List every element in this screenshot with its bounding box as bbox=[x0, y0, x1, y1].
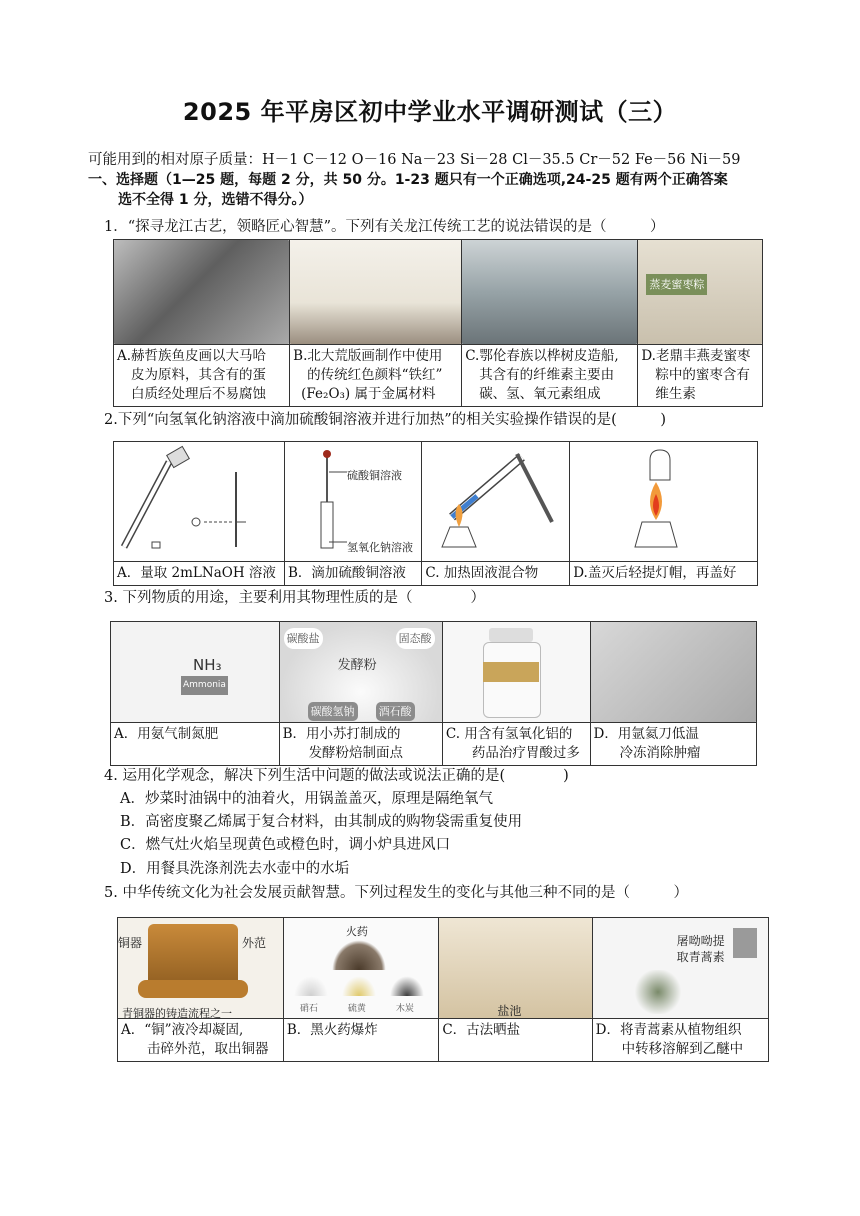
question-1-table bbox=[113, 239, 763, 407]
sodium-bicarbonate-label: 碳酸氢钠 bbox=[308, 702, 358, 721]
zongzi-image bbox=[638, 240, 762, 344]
birch-bark-boat-image bbox=[462, 240, 637, 344]
q4-option-d: D．用餐具洗涤剂洗去水壶中的水垢 bbox=[120, 861, 350, 877]
artemisinin-image bbox=[593, 918, 768, 1018]
q1-option-b: B.北大荒版画制作中使用 的传统红色颜料“铁红” (Fe₂O₃) 属于金属材料 bbox=[293, 348, 443, 402]
tu-youyou-label-1: 屠呦呦提 bbox=[676, 934, 725, 948]
measure-naoh-illustration bbox=[114, 442, 282, 555]
question-5-table bbox=[117, 917, 769, 1062]
tu-youyou-label-2: 取青蒿素 bbox=[676, 950, 725, 964]
baking-powder-image bbox=[280, 622, 442, 722]
nh3-label: NH₃ bbox=[193, 656, 222, 674]
section-heading-1: 一、选择题（1—25 题，每题 2 分，共 50 分。1-23 题只有一个正确选项,24-25 题有两个正确答案 bbox=[88, 172, 728, 188]
q3-option-a: A．用氨气制氮肥 bbox=[114, 726, 219, 742]
sulfur-label: 硫黄 bbox=[347, 1004, 366, 1014]
ammonia-diagram bbox=[111, 622, 279, 722]
q5-option-b: B．黑火药爆炸 bbox=[286, 1022, 378, 1038]
salt-pond-label: 盐池 bbox=[497, 1004, 522, 1018]
q3-option-b: B．用小苏打制成的 发酵粉焙制面点 bbox=[282, 726, 404, 761]
q3-option-c: C. 用含有氢氧化铝的 药品治疗胃酸过多 bbox=[445, 726, 580, 761]
solid-acid-label: 固态酸 bbox=[396, 628, 435, 649]
question-3-stem: 3. 下列物质的用途，主要利用其物理性质的是（ ） bbox=[104, 590, 485, 606]
q1-option-c: C.鄂伦春族以桦树皮造船, 其含有的纤维素主要由 碳、氢、氧元素组成 bbox=[465, 348, 619, 402]
casting-process-label: 青铜器的铸造流程之一 bbox=[122, 1007, 232, 1018]
q2-option-b: B．滴加硫酸铜溶液 bbox=[284, 562, 421, 586]
q1-option-d: D.老鼎丰燕麦蜜枣 粽中的蜜枣含有 维生素 bbox=[641, 348, 751, 402]
cryoablation-image bbox=[591, 622, 756, 722]
charcoal-label: 木炭 bbox=[395, 1004, 414, 1014]
tartaric-acid-label: 酒石酸 bbox=[376, 702, 415, 721]
fish-skin-dragon-image bbox=[114, 240, 289, 344]
bronze-casting-image bbox=[118, 918, 283, 1018]
cuso4-label: 硫酸铜溶液 bbox=[346, 469, 402, 482]
question-3-table bbox=[110, 621, 757, 766]
question-2-stem: 2.下列“向氢氧化钠溶液中滴加硫酸铜溶液并进行加热”的相关实验操作错误的是( ) bbox=[104, 412, 666, 428]
salt-drying-image bbox=[439, 918, 591, 1018]
section-heading-2: 选不全得 1 分，选错不得分。） bbox=[118, 192, 313, 208]
saltpeter-label: 硝石 bbox=[299, 1004, 318, 1014]
q2-option-c: C. 加热固液混合物 bbox=[422, 562, 570, 586]
q1-option-a: A.赫哲族鱼皮画以大马哈 皮为原料，其含有的蛋 白质经处理后不易腐蚀 bbox=[117, 348, 267, 402]
q5-option-a: A．“铜”液冷却凝固, 击碎外范，取出铜器 bbox=[121, 1022, 269, 1057]
q5-option-d: D．将青蒿素从植物组织 中转移溶解到乙醚中 bbox=[595, 1022, 744, 1057]
alcohol-lamp-illustration bbox=[570, 442, 756, 555]
gunpowder-image bbox=[284, 918, 438, 1018]
q5-option-c: C．古法晒盐 bbox=[442, 1022, 521, 1038]
q4-option-b: B．高密度聚乙烯属于复合材料，由其制成的购物袋需重复使用 bbox=[120, 814, 523, 830]
aluminum-hydroxide-bottle-image bbox=[443, 622, 590, 722]
question-1-stem: 1．“探寻龙江古艺，领略匠心智慧”。下列有关龙江传统工艺的说法错误的是（ ） bbox=[104, 219, 665, 235]
q3-option-d: D．用氩氦刀低温 冷冻消除肿瘤 bbox=[593, 726, 701, 761]
ammonia-label: Ammonia bbox=[181, 676, 228, 695]
carbonate-label: 碳酸盐 bbox=[284, 628, 323, 649]
q2-option-d: D.盖灭后轻提灯帽，再盖好 bbox=[570, 562, 758, 586]
question-5-stem: 5. 中华传统文化为社会发展贡献智慧。下列过程发生的变化与其他三种不同的是（ ） bbox=[104, 885, 688, 901]
woodcut-print-image bbox=[290, 240, 461, 344]
page-title: 2025 年平房区初中学业水平调研测试（三） bbox=[182, 98, 678, 126]
heat-mixture-illustration bbox=[422, 442, 568, 555]
baking-powder-label: 发酵粉 bbox=[337, 658, 377, 673]
gunpowder-label: 火药 bbox=[345, 925, 368, 938]
q4-option-c: C．燃气灶火焰呈现黄色或橙色时，调小炉具进风口 bbox=[120, 837, 451, 853]
bronze-label: 铜器 bbox=[118, 936, 143, 950]
q2-option-a: A．量取 2mLNaOH 溶液 bbox=[114, 562, 285, 586]
outer-mold-label: 外范 bbox=[242, 936, 267, 950]
naoh-label: 氢氧化钠溶液 bbox=[346, 541, 413, 554]
question-2-table bbox=[113, 441, 758, 586]
q4-option-a: A．炒菜时油锅中的油着火，用锅盖盖灭，原理是隔绝氧气 bbox=[120, 791, 493, 807]
zongzi-label: 蒸麦蜜枣粽 bbox=[646, 274, 707, 295]
question-4-stem: 4. 运用化学观念，解决下列生活中问题的做法或说法正确的是( ) bbox=[104, 768, 569, 784]
atomic-masses: 可能用到的相对原子质量：H－1 C－12 O－16 Na－23 Si－28 Cl－35.5 Cr－52 Fe－56 Ni－59 bbox=[88, 152, 741, 168]
